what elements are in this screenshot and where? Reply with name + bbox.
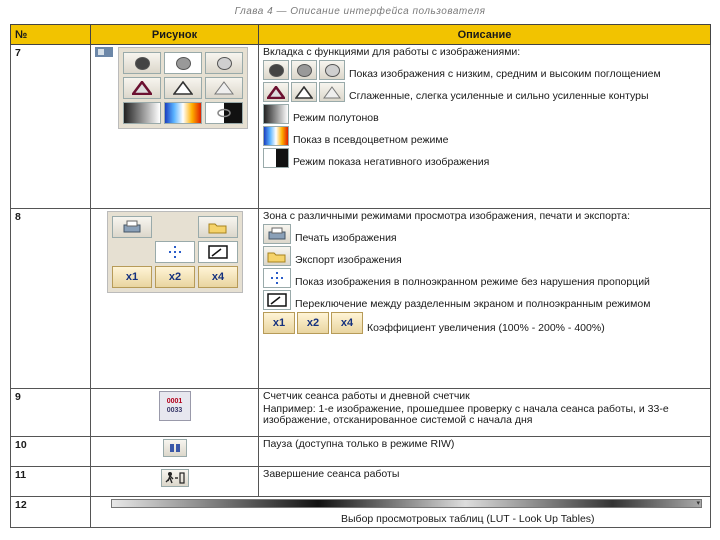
negative-icon	[216, 108, 232, 118]
item-text: Показ изображения в полноэкранном режиме без нарушения пропорций	[295, 276, 650, 288]
list-item	[263, 60, 706, 80]
zoom-x2-button[interactable]: x2	[155, 266, 195, 288]
list-item	[263, 82, 706, 102]
triangle-icon	[291, 82, 317, 102]
pause-button[interactable]	[163, 439, 187, 457]
table-row	[11, 437, 711, 467]
split-screen-icon	[263, 290, 291, 310]
chapter-heading: Глава 4 — Описание интерфейса пользователя	[234, 6, 486, 17]
row-num: 8	[11, 209, 91, 389]
absorption-icons	[263, 60, 345, 80]
session-counter	[159, 391, 191, 421]
list-item	[263, 246, 706, 266]
high-absorption-button[interactable]	[205, 52, 243, 74]
list-item	[263, 104, 706, 124]
item-text: Экспорт изображения	[295, 254, 402, 266]
interface-table	[10, 24, 711, 528]
row-title: Выбор просмотровых таблиц (LUT - Look Up Tables)	[341, 513, 595, 525]
folder-icon	[263, 246, 291, 266]
table-row	[11, 209, 711, 389]
printer-icon	[263, 224, 291, 244]
item-text: Режим показа негативного изображения	[293, 156, 490, 168]
zoom-x2-icon: x2	[297, 312, 329, 334]
picture-cell	[91, 389, 259, 437]
zoom-x1-button[interactable]: x1	[112, 266, 152, 288]
table-row	[11, 389, 711, 437]
table-row	[11, 497, 711, 528]
row-title: Пауза (доступна только в режиме RIW)	[263, 438, 455, 450]
header-description: Описание	[259, 25, 711, 45]
table-row	[11, 467, 711, 497]
description-cell	[259, 389, 711, 437]
row-num: 9	[11, 389, 91, 437]
zoom-x1-icon: x1	[263, 312, 295, 334]
item-text: Переключение между разделенным экраном и полноэкранным режимом	[295, 298, 651, 310]
light-contour-button[interactable]	[164, 77, 202, 99]
zoom-x4-icon: x4	[331, 312, 363, 334]
picture-cell	[91, 467, 259, 497]
high-absorption-icon	[319, 60, 345, 80]
bold-triangle-icon	[263, 82, 289, 102]
view-modes-palette	[107, 211, 243, 293]
table-row	[11, 45, 711, 209]
negative-button[interactable]	[205, 102, 243, 124]
pause-icon	[169, 443, 181, 453]
exit-icon	[164, 471, 186, 485]
header-picture: Рисунок	[91, 25, 259, 45]
row-num: 11	[11, 467, 91, 497]
description-cell	[259, 209, 711, 389]
grayscale-icon	[263, 104, 289, 124]
zoom-x4-button[interactable]: x4	[198, 266, 238, 288]
header-num: №	[11, 25, 91, 45]
chevron-down-icon: ▾	[696, 500, 700, 507]
grayscale-button[interactable]	[123, 102, 161, 124]
item-text: Печать изображения	[295, 232, 397, 244]
item-text: Показ изображения с низким, средним и высоким поглощением	[349, 68, 661, 80]
print-button[interactable]	[112, 216, 152, 238]
list-item	[263, 268, 706, 288]
split-screen-icon	[208, 245, 228, 259]
daily-count: 0033	[166, 407, 183, 414]
row-num: 7	[11, 45, 91, 209]
picture-cell	[91, 209, 259, 389]
strong-contour-button[interactable]	[205, 77, 243, 99]
row-example: Например: 1-е изображение, прошедшее проверку с начала сеанса работы, и 33-е изображение, отсканированное системой с начала дня	[263, 403, 669, 426]
thin-triangle-icon	[214, 81, 234, 95]
fullscreen-proportional-button[interactable]	[155, 241, 195, 263]
picture-cell	[91, 437, 259, 467]
dark-circle-icon	[135, 57, 150, 70]
description-cell	[259, 437, 711, 467]
row-title: Вкладка с функциями для работы с изображениями:	[263, 46, 521, 58]
description-cell	[259, 45, 711, 209]
row-title: Завершение сеанса работы	[263, 468, 400, 480]
expand-arrows-icon	[167, 245, 183, 259]
grey-circle-icon	[176, 57, 191, 70]
split-screen-toggle[interactable]	[198, 241, 238, 263]
smooth-contour-button[interactable]	[123, 77, 161, 99]
negative-icon	[263, 148, 289, 168]
row-num: 10	[11, 437, 91, 467]
session-count: 0001	[166, 398, 183, 405]
row-num: 12	[11, 497, 91, 528]
folder-icon	[208, 220, 228, 234]
description-cell	[91, 497, 711, 528]
thin-triangle-icon	[319, 82, 345, 102]
table-header	[11, 25, 711, 45]
light-circle-icon	[217, 57, 232, 70]
export-button[interactable]	[198, 216, 238, 238]
contour-icons	[263, 82, 345, 102]
image-tab-icon	[95, 47, 115, 129]
item-text: Коэффициент увеличения (100% - 200% - 400%)	[367, 322, 605, 334]
row-title: Счетчик сеанса работы и дневной счетчик	[263, 390, 470, 402]
expand-arrows-icon	[263, 268, 291, 288]
list-item	[263, 312, 706, 334]
bold-triangle-icon	[132, 81, 152, 95]
list-item	[263, 126, 706, 146]
item-text: Режим полутонов	[293, 112, 379, 124]
item-text: Сглаженные, слегка усиленные и сильно усиленные контуры	[349, 90, 649, 102]
description-cell	[259, 467, 711, 497]
end-session-button[interactable]	[161, 469, 189, 487]
zoom-icons	[263, 312, 363, 334]
printer-icon	[122, 220, 142, 234]
pseudocolor-button[interactable]	[164, 102, 202, 124]
triangle-icon	[173, 81, 193, 95]
row-title: Зона с различными режимами просмотра изображения, печати и экспорта:	[263, 210, 631, 222]
low-absorption-icon	[263, 60, 289, 80]
medium-absorption-button[interactable]	[164, 52, 202, 74]
medium-absorption-icon	[291, 60, 317, 80]
picture-cell	[91, 45, 259, 209]
item-text: Показ в псевдоцветном режиме	[293, 134, 449, 146]
list-item	[263, 290, 706, 310]
pseudocolor-icon	[263, 126, 289, 146]
lut-selector-bar[interactable]	[111, 499, 702, 508]
list-item	[263, 148, 706, 168]
image-functions-palette	[118, 47, 248, 129]
list-item	[263, 224, 706, 244]
low-absorption-button[interactable]	[123, 52, 161, 74]
